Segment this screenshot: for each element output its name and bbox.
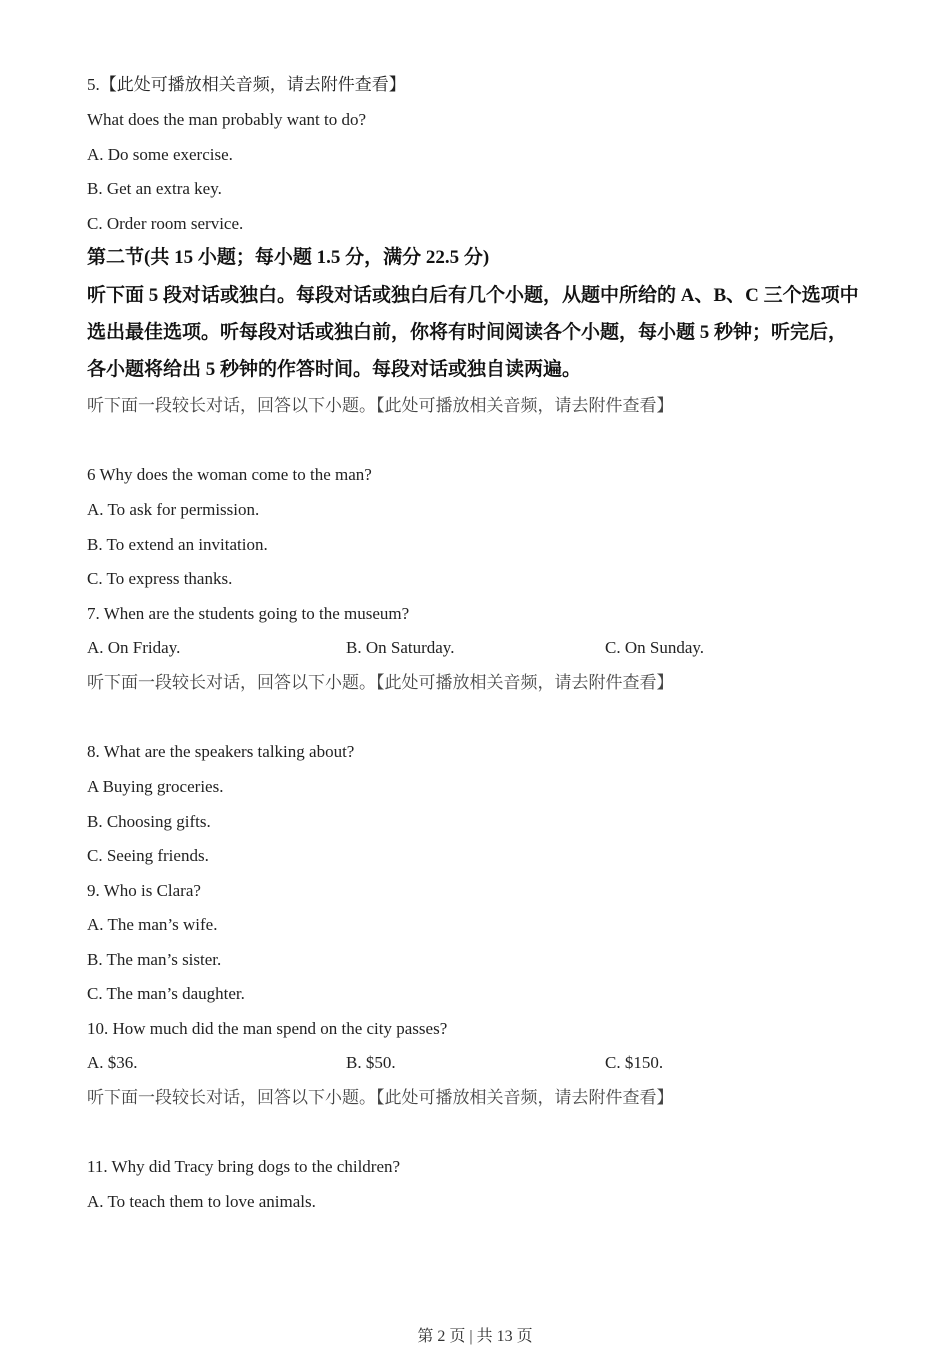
- q7-option-c: C. On Sunday.: [605, 638, 705, 657]
- q7-option-b: B. On Saturday.: [346, 638, 455, 657]
- q6-question: 6 Why does the woman come to the man?: [87, 465, 372, 484]
- q9-option-a: A. The man’s wife.: [87, 915, 218, 934]
- audio-note: 听下面一段较长对话，回答以下小题。【此处可播放相关音频，请去附件查看】: [87, 673, 674, 692]
- q8-option-c: C. Seeing friends.: [87, 846, 209, 865]
- q6-option-c: C. To express thanks.: [87, 569, 233, 588]
- q10-option-b: B. $50.: [346, 1053, 396, 1072]
- q9-option-c: C. The man’s daughter.: [87, 984, 245, 1003]
- q10-option-a: A. $36.: [87, 1053, 138, 1072]
- q7-option-a: A. On Friday.: [87, 638, 181, 657]
- q5-option-c: C. Order room service.: [87, 214, 244, 233]
- q10-question: 10. How much did the man spend on the city passes?: [87, 1019, 448, 1038]
- q10-option-c: C. $150.: [605, 1053, 664, 1072]
- q9-option-b: B. The man’s sister.: [87, 950, 222, 969]
- page-footer: 第 2 页 | 共 13 页: [417, 1328, 533, 1345]
- q9-question: 9. Who is Clara?: [87, 881, 201, 900]
- section-instructions-3: 各小题将给出 5 秒钟的作答时间。每段对话或独自读两遍。: [87, 359, 582, 380]
- q8-option-b: B. Choosing gifts.: [87, 812, 211, 831]
- q5-option-b: B. Get an extra key.: [87, 179, 222, 198]
- q11-option-a: A. To teach them to love animals.: [87, 1192, 316, 1211]
- q8-question: 8. What are the speakers talking about?: [87, 742, 355, 761]
- q7-question: 7. When are the students going to the museum?: [87, 604, 410, 623]
- q6-option-b: B. To extend an invitation.: [87, 535, 268, 554]
- section-instructions-2: 选出最佳选项。听每段对话或独白前，你将有时间阅读各个小题，每小题 5 秒钟；听完后，: [87, 322, 848, 343]
- q5-question: What does the man probably want to do?: [87, 110, 367, 129]
- audio-note: 听下面一段较长对话，回答以下小题。【此处可播放相关音频，请去附件查看】: [87, 396, 674, 415]
- section-title: 第二节(共 15 小题；每小题 1.5 分，满分 22.5 分): [87, 247, 490, 268]
- section-instructions-1: 听下面 5 段对话或独白。每段对话或独白后有几个小题，从题中所给的 A、B、C 三个选项中: [87, 285, 859, 306]
- audio-note: 听下面一段较长对话，回答以下小题。【此处可播放相关音频，请去附件查看】: [87, 1088, 674, 1107]
- q11-question: 11. Why did Tracy bring dogs to the children?: [87, 1157, 401, 1176]
- q8-option-a: A Buying groceries.: [87, 777, 224, 796]
- q6-option-a: A. To ask for permission.: [87, 500, 260, 519]
- q5-heading: 5.【此处可播放相关音频，请去附件查看】: [87, 75, 406, 94]
- q5-option-a: A. Do some exercise.: [87, 145, 233, 164]
